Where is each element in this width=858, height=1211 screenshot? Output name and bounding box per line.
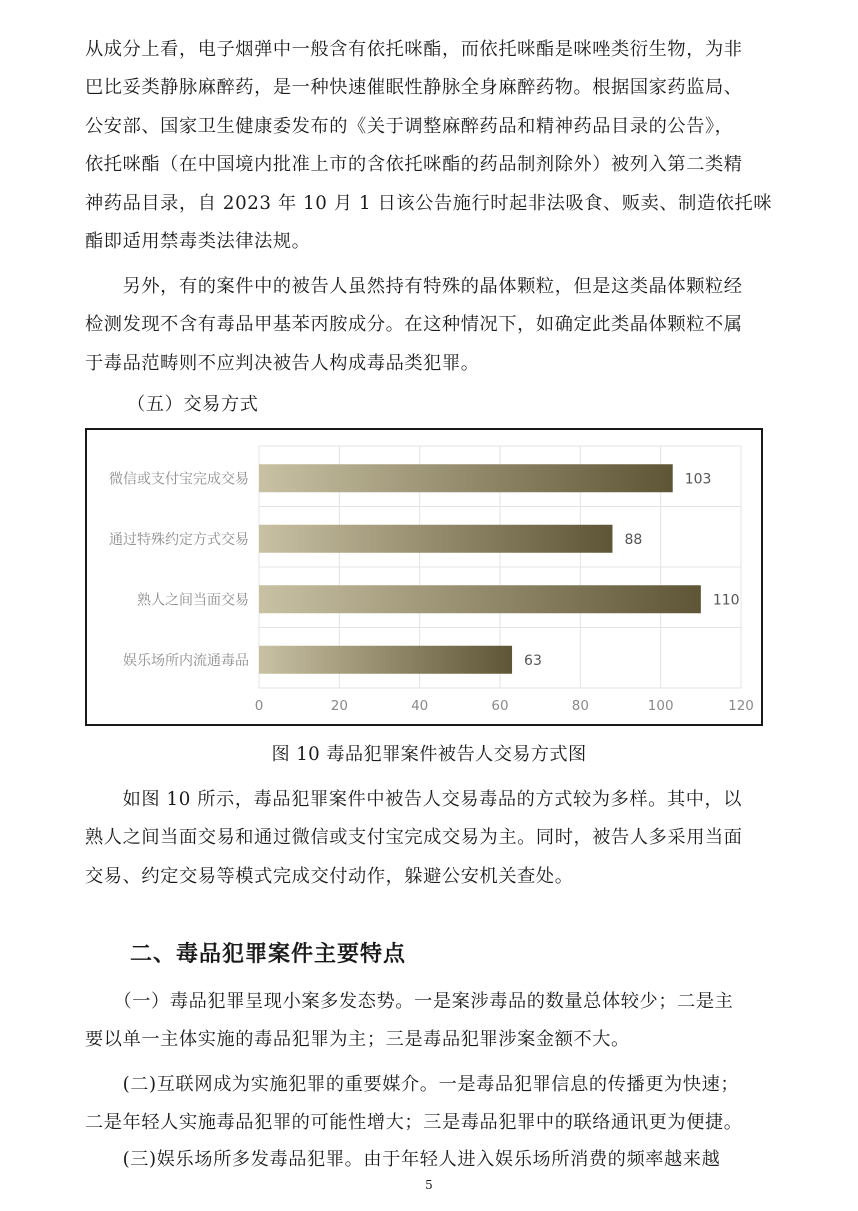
text-line: 于毒品范畴则不应判决被告人构成毒品类犯罪。 — [85, 352, 480, 374]
text-line: 要以单一主体实施的毒品犯罪为主；三是毒品犯罪涉案金额不大。 — [85, 1029, 630, 1051]
x-tick-label: 0 — [254, 698, 264, 714]
text-line: (三)娱乐场所多发毒品犯罪。由于年轻人进入娱乐场所消费的频率越来越 — [85, 1149, 721, 1170]
x-tick-label: 60 — [491, 698, 509, 714]
x-tick-label: 100 — [647, 698, 674, 714]
text-line: 二是年轻人实施毒品犯罪的可能性增大；三是毒品犯罪中的联络通讯更为便捷。 — [85, 1112, 743, 1134]
text-line: 巴比妥类静脉麻醉药，是一种快速催眠性静脉全身麻醉药物。根据国家药监局、 — [85, 77, 743, 99]
category-label: 微信或支付宝完成交易 — [109, 471, 249, 488]
paragraph-etomidate — [85, 31, 775, 261]
text-line: 熟人之间当面交易和通过微信或支付宝完成交易为主。同时，被告人多采用当面 — [85, 827, 743, 849]
data-label: 110 — [712, 592, 740, 609]
category-label: 娱乐场所内流通毒品 — [123, 652, 249, 669]
data-label: 63 — [524, 652, 542, 669]
text-line: 从成分上看，电子烟弹中一般含有依托咪酯，而依托咪酯是咪唑类衍生物，为非 — [85, 39, 743, 60]
text-line: 另外，有的案件中的被告人虽然持有特殊的晶体颗粒，但是这类晶体颗粒经 — [85, 276, 743, 297]
page-number: 5 — [425, 1178, 433, 1192]
section-heading-main-features: 二、毒品犯罪案件主要特点 — [130, 942, 407, 967]
x-tick-label: 120 — [728, 698, 754, 714]
paragraph-feature-1 — [85, 983, 775, 1060]
text-line: 交易、约定交易等模式完成交付动作，躲避公安机关查处。 — [85, 865, 574, 887]
x-tick-label: 80 — [571, 698, 589, 714]
text-line: 如图 10 所示，毒品犯罪案件中被告人交易毒品的方式较为多样。其中，以 — [85, 789, 743, 810]
paragraph-crystal-granules — [85, 268, 775, 383]
paragraph-feature-3 — [85, 1141, 775, 1179]
figure-trade-methods-chart — [85, 428, 763, 726]
text-line: 依托咪酯（在中国境内批准上市的含依托咪酯的药品制剂除外）被列入第二类精 — [85, 154, 743, 176]
text-line: (二)互联网成为实施犯罪的重要媒介。一是毒品犯罪信息的传播更为快速； — [85, 1074, 740, 1095]
data-label: 103 — [684, 471, 712, 488]
figure-caption: 图 10 毒品犯罪案件被告人交易方式图 — [271, 744, 587, 765]
paragraph-figure-analysis — [85, 781, 775, 896]
category-label: 熟人之间当面交易 — [137, 592, 249, 609]
bar-chart — [87, 430, 761, 724]
chart-bars — [259, 464, 701, 674]
text-line: 神药品目录，自 2023 年 10 月 1 日该公告施行时起非法吸食、贩卖、制造依托咪 — [85, 192, 773, 214]
subheading-trade-methods: （五）交易方式 — [127, 394, 259, 415]
bar — [259, 464, 673, 492]
bar — [259, 646, 512, 674]
text-line: （一）毒品犯罪呈现小案多发态势。一是案涉毒品的数量总体较少；二是主 — [85, 991, 734, 1012]
category-label: 通过特殊约定方式交易 — [109, 531, 249, 548]
data-label: 88 — [624, 531, 643, 548]
text-line: 检测发现不含有毒品甲基苯丙胺成分。在这种情况下，如确定此类晶体颗粒不属 — [85, 314, 743, 336]
paragraph-feature-2 — [85, 1066, 775, 1143]
bar — [259, 525, 612, 553]
x-tick-label: 40 — [411, 698, 429, 714]
bar — [259, 585, 701, 613]
text-line: 公安部、国家卫生健康委发布的《关于调整麻醉药品和精神药品目录的公告》， — [85, 115, 734, 137]
text-line: 酯即适用禁毒类法律法规。 — [85, 231, 311, 253]
x-tick-label: 20 — [330, 698, 348, 714]
